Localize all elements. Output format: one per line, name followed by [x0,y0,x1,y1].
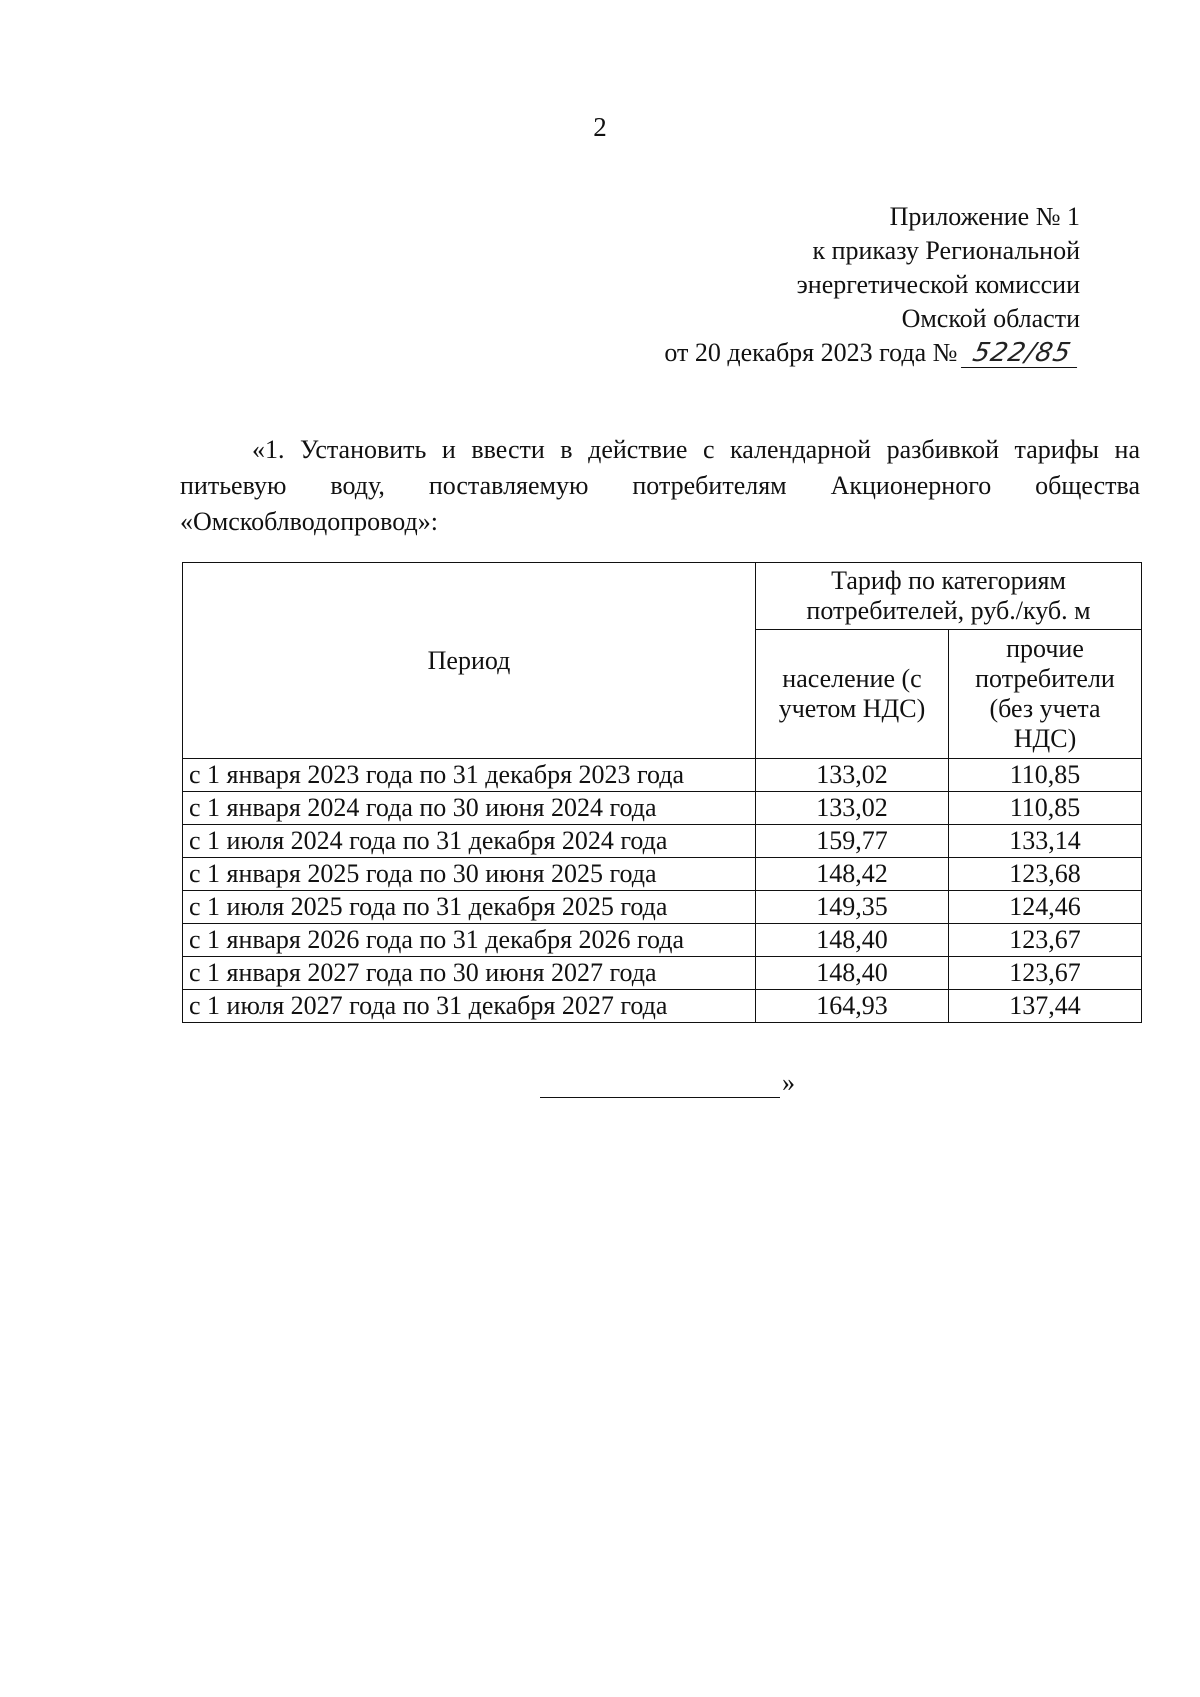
row-population-value: 159,77 [756,825,949,858]
appendix-header [480,200,1080,370]
appendix-date-line [480,336,1080,370]
row-population-value: 133,02 [756,759,949,792]
row-other-value: 123,67 [949,924,1142,957]
row-population-value: 164,93 [756,990,949,1023]
row-other-value: 110,85 [949,792,1142,825]
appendix-region: Омской области [901,304,1080,333]
appendix-order-ref: к приказу Региональной [812,236,1080,265]
row-population-value: 148,40 [756,957,949,990]
row-population-value: 133,02 [756,792,949,825]
row-population-value: 148,42 [756,858,949,891]
row-period: с 1 января 2027 года по 30 июня 2027 года [183,957,756,990]
table-row [183,990,1142,1023]
row-period: с 1 января 2025 года по 30 июня 2025 года [183,858,756,891]
header-other-consumers: прочие потребители (без учета НДС) [949,630,1142,759]
header-tariff-group: Тариф по категориям потребителей, руб./куб. м [756,563,1142,630]
row-period: с 1 июля 2025 года по 31 декабря 2025 года [183,891,756,924]
row-period: с 1 января 2026 года по 31 декабря 2026 года [183,924,756,957]
page-number: 2 [593,112,607,142]
row-period: с 1 января 2024 года по 30 июня 2024 года [183,792,756,825]
table-row [183,858,1142,891]
row-population-value: 148,40 [756,924,949,957]
order-number-handwritten: 522/85 [961,339,1083,368]
row-period: с 1 января 2023 года по 31 декабря 2023 года [183,759,756,792]
header-period: Период [183,563,756,759]
row-other-value: 123,68 [949,858,1142,891]
table-row [183,792,1142,825]
row-population-value: 149,35 [756,891,949,924]
resolution-paragraph: «1. Установить и ввести в действие с календарной разбивкой тарифы на питьевую воду, поставляемую потребителям Акционерного общества «Омскоблводопровод»: [180,435,1140,536]
row-other-value: 124,46 [949,891,1142,924]
closing-underline [540,1075,780,1098]
table-row [183,759,1142,792]
header-population: население (с учетом НДС) [756,630,949,759]
closing-mark [540,1068,795,1098]
row-period: с 1 июля 2024 года по 31 декабря 2024 года [183,825,756,858]
closing-quote: » [782,1068,795,1097]
appendix-title: Приложение № 1 [889,202,1080,231]
row-period: с 1 июля 2027 года по 31 декабря 2027 года [183,990,756,1023]
tariff-table [182,562,1142,1023]
table-row [183,825,1142,858]
table-row [183,924,1142,957]
row-other-value: 123,67 [949,957,1142,990]
row-other-value: 110,85 [949,759,1142,792]
table-row [183,957,1142,990]
table-row [183,891,1142,924]
row-other-value: 133,14 [949,825,1142,858]
appendix-commission: энергетической комиссии [796,270,1080,299]
row-other-value: 137,44 [949,990,1142,1023]
appendix-date: от 20 декабря 2023 года № [664,338,958,367]
